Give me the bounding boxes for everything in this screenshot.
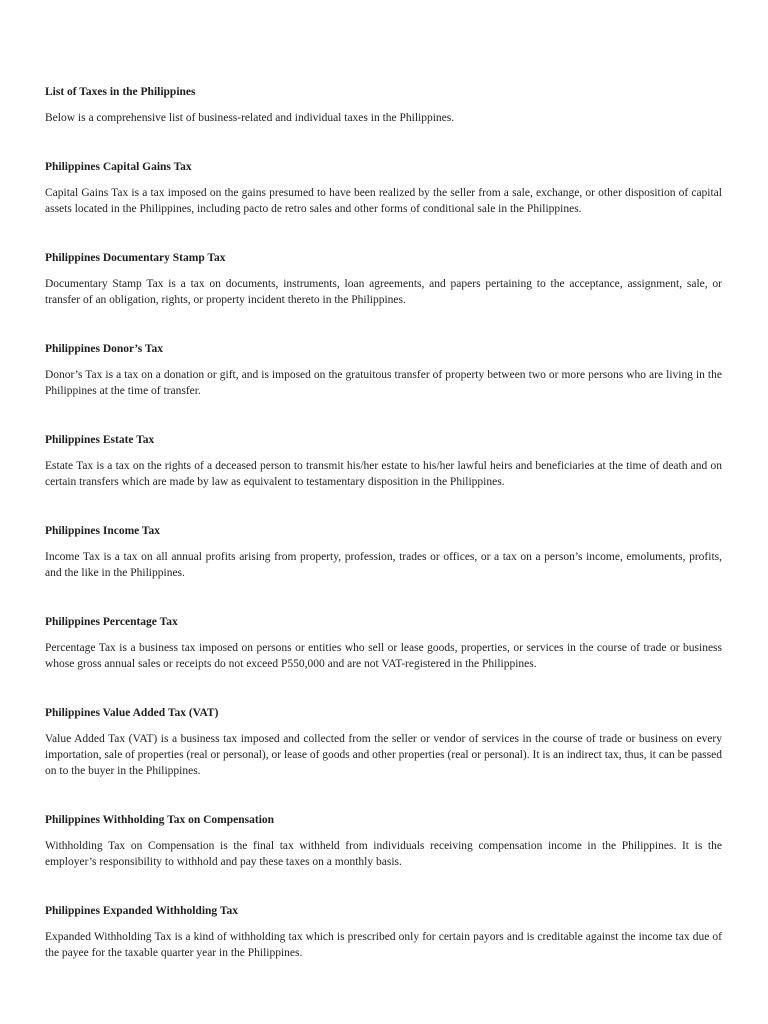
section-heading: Philippines Value Added Tax (VAT): [45, 707, 219, 719]
document-page: [45, 84, 722, 994]
section-body: Income Tax is a tax on all annual profits arising from property, profession, trades or offices, or a tax on a person’s income, emoluments, profits, and the like in the Philippines.: [45, 551, 722, 579]
document-title: List of Taxes in the Philippines: [45, 86, 196, 98]
section-body: Value Added Tax (VAT) is a business tax imposed and collected from the seller or vendor of services in the course of trade or business on every importation, sale of properties (real or personal), or lease of goods and other properties (real or personal). It is an indirect tax, thus, it can be passed on to the buyer in the Philippines.: [45, 733, 722, 777]
section-heading: Philippines Estate Tax: [45, 434, 155, 446]
section-body: Withholding Tax on Compensation is the final tax withheld from individuals receiving compensation income in the Philippines. It is the employer’s responsibility to withhold and pay these taxes on a monthly basis.: [45, 840, 722, 868]
section-expanded-withholding-tax: [45, 903, 722, 961]
section-heading: Philippines Documentary Stamp Tax: [45, 252, 226, 264]
section-heading: Philippines Percentage Tax: [45, 616, 178, 628]
section-heading: Philippines Expanded Withholding Tax: [45, 905, 238, 917]
section-body: Estate Tax is a tax on the rights of a deceased person to transmit his/her estate to his/her lawful heirs and beneficiaries at the time of death and on certain transfers which are made by law as equivalent to testamentary disposition in the Philippines.: [45, 460, 722, 488]
section-value-added-tax: [45, 705, 722, 779]
section-documentary-stamp-tax: [45, 250, 722, 308]
document-intro: Below is a comprehensive list of business-related and individual taxes in the Philippines.: [45, 112, 455, 124]
section-body: Percentage Tax is a business tax imposed on persons or entities who sell or lease goods, properties, or services in the course of trade or business whose gross annual sales or receipts do not exceed P550,000 and are not VAT-registered in the Philippines.: [45, 642, 722, 670]
section-capital-gains-tax: [45, 159, 722, 217]
section-heading: Philippines Donor’s Tax: [45, 343, 164, 355]
section-heading: Philippines Income Tax: [45, 525, 161, 537]
section-body: Documentary Stamp Tax is a tax on documents, instruments, loan agreements, and papers pertaining to the acceptance, assignment, sale, or transfer of an obligation, rights, or property incident thereto in the Philippines.: [45, 278, 722, 306]
section-income-tax: [45, 523, 722, 581]
section-body: Expanded Withholding Tax is a kind of withholding tax which is prescribed only for certain payors and is creditable against the income tax due of the payee for the taxable quarter year in the Philippines.: [45, 931, 722, 959]
section-heading: Philippines Withholding Tax on Compensation: [45, 814, 275, 826]
section-donors-tax: [45, 341, 722, 399]
section-estate-tax: [45, 432, 722, 490]
section-body: Donor’s Tax is a tax on a donation or gift, and is imposed on the gratuitous transfer of property between two or more persons who are living in the Philippines at the time of transfer.: [45, 369, 722, 397]
section-withholding-tax-on-compensation: [45, 812, 722, 870]
section-percentage-tax: [45, 614, 722, 672]
section-body: Capital Gains Tax is a tax imposed on the gains presumed to have been realized by the seller from a sale, exchange, or other disposition of capital assets located in the Philippines, including pacto de retro sales and other forms of conditional sale in the Philippines.: [45, 187, 722, 215]
section-heading: Philippines Capital Gains Tax: [45, 161, 192, 173]
